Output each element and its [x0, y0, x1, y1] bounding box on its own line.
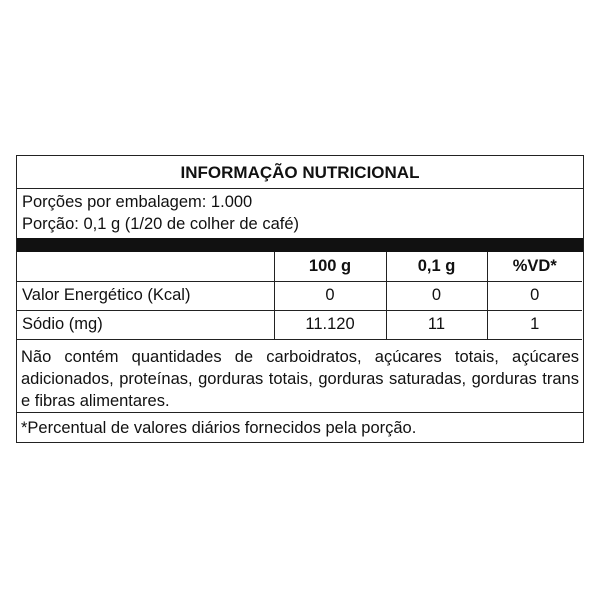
header-cell-blank: [17, 252, 274, 281]
nutrient-name: Valor Energético (Kcal): [17, 281, 274, 310]
header-cell-vd: %VD*: [487, 252, 582, 281]
value-portion: 0: [386, 281, 487, 310]
nutrition-facts-panel: [16, 155, 584, 443]
thick-divider: [17, 238, 583, 252]
value-100g: 0: [274, 281, 386, 310]
value-vd: 0: [487, 281, 582, 310]
footnote-divider: [17, 412, 583, 413]
header-cell-portion: 0,1 g: [386, 252, 487, 281]
not-contains-note: Não contém quantidades de carboidratos, açúcares totais, açúcares adicionados, proteínas, gorduras totais, gorduras saturadas, gorduras trans e fibras alimentares.: [21, 348, 579, 410]
portions-per-package: Porções por embalagem: 1.000: [22, 193, 253, 211]
nutrition-table: [17, 252, 582, 340]
table-row: [17, 310, 582, 339]
portion-size: Porção: 0,1 g (1/20 de colher de café): [22, 215, 300, 233]
nutrient-name: Sódio (mg): [17, 310, 274, 339]
value-portion: 11: [386, 310, 487, 339]
nutrition-title: INFORMAÇÃO NUTRICIONAL: [17, 156, 583, 189]
value-vd: 1: [487, 310, 582, 339]
portion-info: [22, 191, 299, 235]
table-header-row: [17, 252, 582, 281]
header-cell-100g: 100 g: [274, 252, 386, 281]
value-100g: 11.120: [274, 310, 386, 339]
vd-footnote: *Percentual de valores diários fornecidos pela porção.: [21, 419, 417, 437]
table-row: [17, 281, 582, 310]
